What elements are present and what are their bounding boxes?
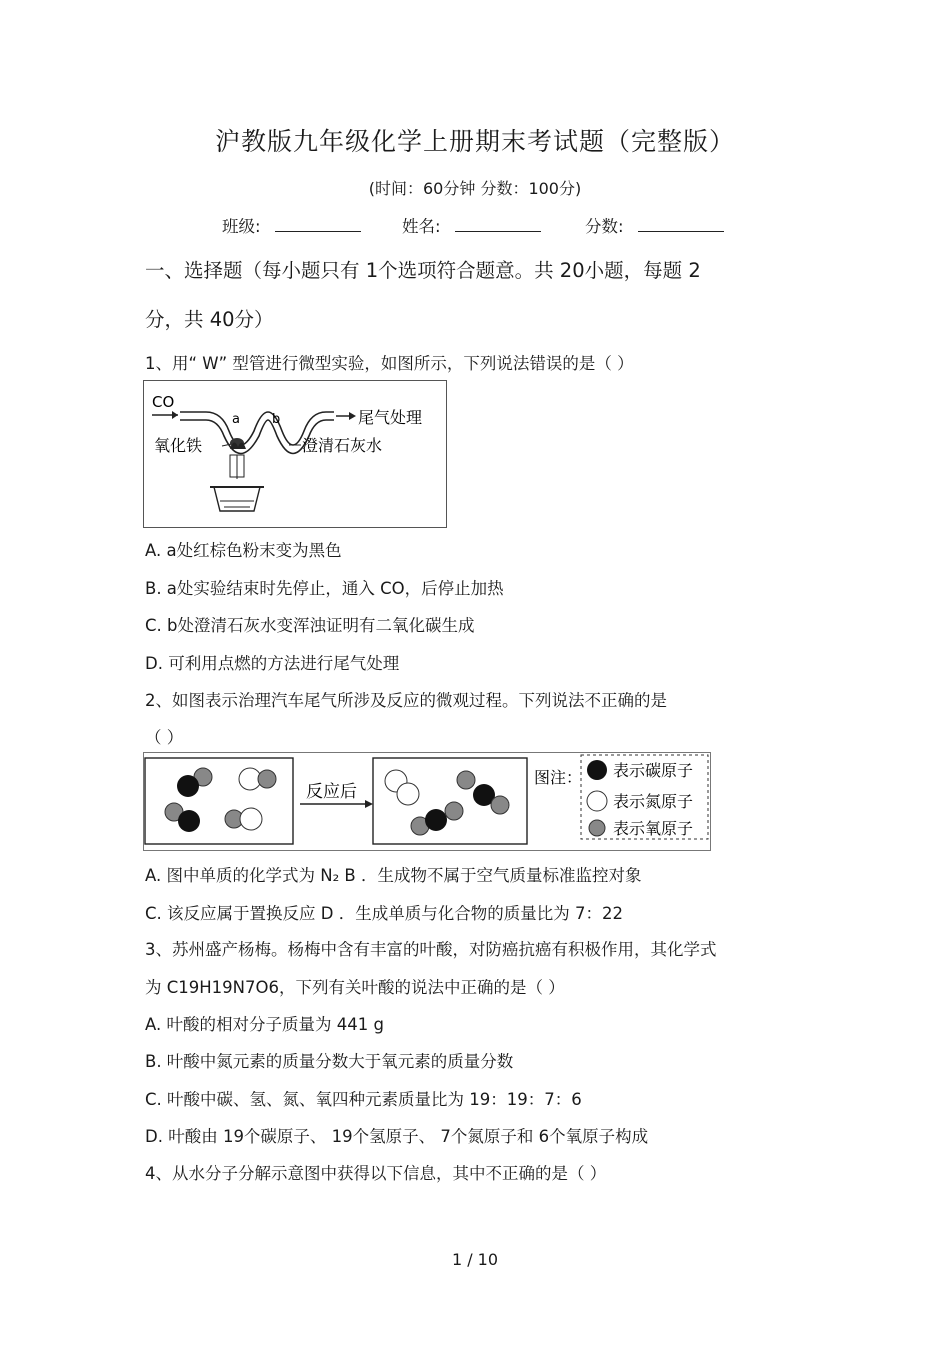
class-field	[222, 213, 361, 237]
score-label: 分数:	[585, 217, 624, 236]
legend-nitrogen: 表示氮原子	[613, 792, 694, 811]
iron-oxide-label: 氧化铁	[154, 436, 203, 455]
q3-option-a: A. 叶酸的相对分子质量为 441 g	[145, 1015, 384, 1034]
co-label: CO	[152, 393, 175, 411]
q4-stem: 4、从水分子分解示意图中获得以下信息，其中不正确的是（ ）	[145, 1164, 607, 1183]
name-label: 姓名:	[402, 217, 441, 236]
q3-stem-line2: 为 C19H19N7O6，下列有关叶酸的说法中正确的是（ ）	[145, 978, 565, 997]
section-heading-line2: 分，共 40分）	[145, 308, 274, 331]
q3-option-b: B. 叶酸中氮元素的质量分数大于氧元素的质量分数	[145, 1052, 514, 1071]
q1-stem: 1、用“ W” 型管进行微型实验，如图所示，下列说法错误的是（ ）	[145, 354, 634, 373]
q1-figure	[143, 380, 447, 528]
q2-stem: 2、如图表示治理汽车尾气所涉及反应的微观过程。下列说法不正确的是	[145, 691, 667, 710]
legend-oxygen: 表示氧原子	[613, 819, 694, 838]
q1-option-a: A. a处红棕色粉末变为黑色	[145, 541, 342, 560]
a-label: a	[232, 412, 240, 427]
w-tube-diagram	[144, 381, 446, 527]
q1-option-c: C. b处澄清石灰水变浑浊证明有二氧化碳生成	[145, 616, 475, 635]
class-label: 班级:	[222, 217, 261, 236]
q3-option-d: D. 叶酸由 19个碳原子、 19个氢原子、 7个氮原子和 6个氧原子构成	[145, 1127, 649, 1146]
exam-info: (时间：60分钟 分数：100分)	[368, 179, 582, 198]
q3-option-c: C. 叶酸中碳、氢、氮、氧四种元素质量比为 19：19：7：6	[145, 1090, 582, 1109]
section-heading-line1: 一、选择题（每小题只有 1个选项符合题意。共 20小题，每题 2	[145, 259, 701, 282]
page-number: 1 / 10	[451, 1250, 499, 1269]
q2-paren: （ ）	[145, 728, 184, 747]
q1-option-b: B. a处实验结束时先停止，通入 CO，后停止加热	[145, 579, 504, 598]
reaction-diagram	[144, 753, 710, 850]
legend-title: 图注：	[534, 768, 583, 787]
q3-stem-line1: 3、苏州盛产杨梅。杨梅中含有丰富的叶酸，对防癌抗癌有积极作用，其化学式	[145, 940, 717, 959]
score-field	[585, 213, 724, 237]
q1-option-d: D. 可利用点燃的方法进行尾气处理	[145, 654, 400, 673]
q2-options-cd: C. 该反应属于置换反应 D ．生成单质与化合物的质量比为 7：22	[145, 904, 623, 923]
legend-carbon: 表示碳原子	[613, 761, 694, 780]
limewater-label: 澄清石灰水	[302, 436, 383, 455]
class-blank	[275, 216, 361, 232]
q2-figure	[143, 752, 711, 851]
score-blank	[638, 216, 724, 232]
name-field	[402, 213, 541, 237]
exhaust-label: 尾气处理	[358, 408, 423, 427]
q2-options-ab: A. 图中单质的化学式为 N₂ B ．生成物不属于空气质量标准监控对象	[145, 866, 642, 885]
name-blank	[455, 216, 541, 232]
page-title: 沪教版九年级化学上册期末考试题（完整版）	[214, 127, 735, 156]
arrow-label: 反应后	[306, 782, 357, 802]
b-label: b	[272, 412, 281, 427]
